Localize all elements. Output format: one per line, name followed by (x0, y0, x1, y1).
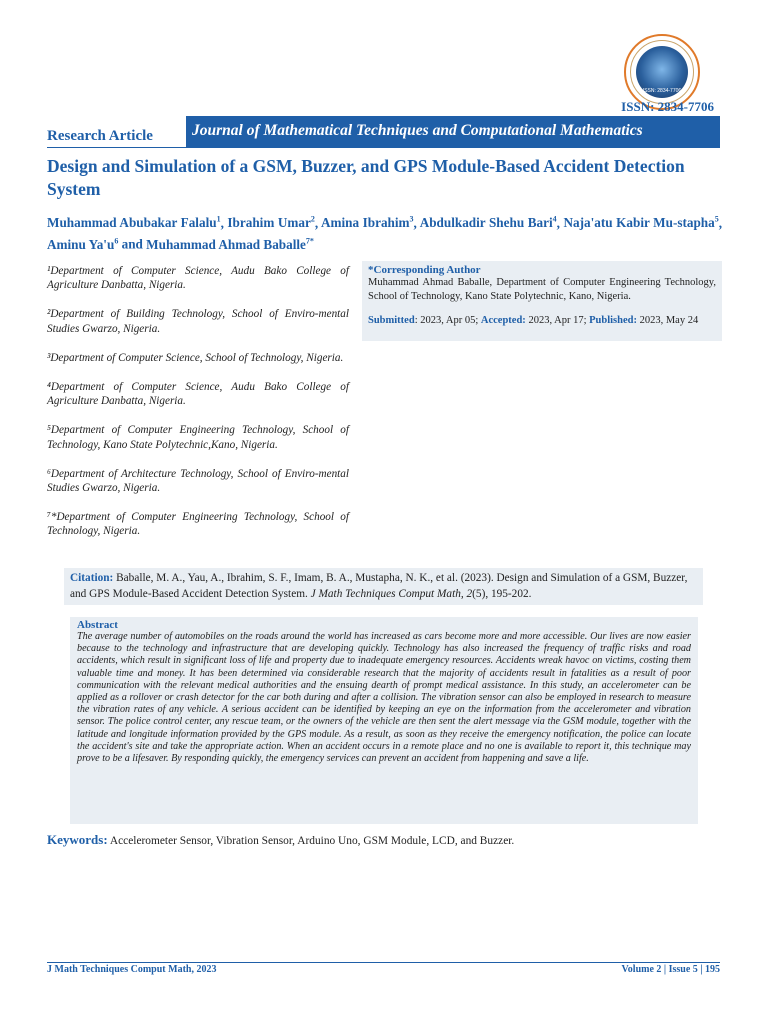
author-affiliation-mark: 5 (714, 215, 719, 224)
logo-issn: ISSN: 2834-7706 (642, 88, 682, 94)
author (47, 237, 118, 252)
citation-pages: (5), 195-202. (472, 588, 532, 600)
author-name: Muhammad Abubakar Falalu (47, 215, 217, 231)
affiliation-item: ⁶Department of Architecture Technology, School of Enviro-mental Studies Gwarzo, Nigeria. (47, 467, 349, 495)
author-affiliation-mark: 1 (216, 215, 221, 224)
published-date: 2023, May 24 (636, 315, 699, 326)
author (146, 237, 314, 252)
author (47, 215, 221, 230)
author (420, 215, 557, 230)
affiliation-item: ¹Department of Computer Science, Audu Bako College of Agriculture Danbatta, Nigeria. (47, 265, 349, 292)
header-divider (47, 147, 720, 148)
corresponding-author-text: Muhammad Ahmad Baballe, Department of Computer Engineering Technology, School of Technology, Kano State Polytechnic, Kano, Nigeria. (368, 277, 716, 302)
abstract-heading: Abstract (77, 619, 118, 631)
affiliation-item: ³Department of Computer Science, School of Technology, Nigeria. (47, 351, 344, 364)
affiliation-list (47, 264, 349, 554)
author-list: Muhammad Abubakar Falalu$^1$, Ibrahim Umar$^2$, Amina Ibrahim$^3$, Abdulkadir Shehu Bari$^4$, Naja'atu Kabir Mu-stapha$^5$, Aminu $Ya'u^6$ and Muhammad Ahmad Baballe$^{7*}$ (47, 215, 723, 252)
author-affiliation-mark: 3 (409, 215, 414, 224)
keywords-label: Keywords: (47, 832, 108, 847)
issn-number: ISSN: 2834-7706 (621, 99, 714, 114)
author-name: Amina Ibrahim (320, 215, 410, 231)
author (227, 215, 314, 230)
citation-journal: J Math Techniques Comput Math, 2 (310, 588, 473, 600)
keywords-text: Accelerometer Sensor, Vibration Sensor, Arduino Uno, GSM Module, LCD, and Buzzer. (107, 835, 515, 847)
article-type: Research Article (47, 128, 153, 144)
author-name: Muhammad Ahmad Baballe (146, 236, 306, 252)
author-name: Naja'atu Kabir Mu-stapha (563, 215, 715, 231)
author-affiliation-mark: 4 (552, 215, 557, 224)
keywords (47, 832, 737, 848)
corresponding-author-box (362, 261, 722, 341)
citation-label: Citation: (70, 572, 114, 584)
paper-title: Design and Simulation of a GSM, Buzzer, and GPS Module-Based Accident Detection System (47, 156, 685, 199)
footer-divider (47, 962, 720, 963)
corresponding-author-label: *Corresponding Author (368, 264, 481, 276)
citation-box (64, 568, 703, 605)
footer-volume-issue-page: Volume 2 | Issue 5 | 195 (621, 964, 720, 975)
submitted-label: Submitted (368, 315, 415, 326)
accepted-date: 2023, Apr 17 (525, 315, 584, 326)
citation-text: Baballe, M. A., Yau, A., Ibrahim, S. F., Imam, B. A., Mustapha, N. K., et al. (2023). Design and Simulation of a GSM, Buzzer, and GPS Module-Based Accident Detection System. (70, 572, 688, 600)
submitted-date: : 2023, Apr 05 (414, 315, 476, 326)
author-affiliation-mark: 2 (310, 215, 315, 224)
journal-name-banner: Journal of Mathematical Techniques and Computational Mathematics (186, 116, 720, 148)
affiliation-item: ⁷*Department of Computer Engineering Technology, School of Technology, Nigeria. (47, 511, 349, 538)
author-name: Abdulkadir Shehu Bari (419, 215, 553, 231)
affiliation-item: ⁵Department of Computer Engineering Technology, School of Technology, Kano State Polytechnic,Kano, Nigeria. (47, 424, 349, 451)
author-name: Ibrahim Umar (227, 215, 311, 231)
abstract-body: The average number of automobiles on the roads around the world has increased as cars become more and more accessible. Our lives are now easier because to the technology and infrastructure that are developing quickly. Technology has also increased the frequency of traffic risks and road accidents, which result in significant loss of life and property due to inadequate emergency resources. Accidents wreak havoc on victims, costing them valuable time and money. It has been determined via considerable research that the majority of accidents result in fatalities as a result of poor communication with the relevant medical authorities and the ensuing dearth of prompt medical assistance. In this study, an accelerometer can be applied as a rollover or crash detector for the car both during and after a collision. The vibration sensor can also be employed in research to measure the vibration rates of any vehicle. A serious accident can be identified by keeping an eye on the information from the accelerometer and vibration sensor. The police control center, any rescue team, or the owners of the vehicle are then sent the alert message via the GSM module, together with the latitude and longitude information provided by the GPS module. As a result, as soon as they receive the emergency notification, the police can locate the accident's site and take the appropriate action. When an accident occurs in a remote place and no one is available to report it, this technique may prove to be a lifesaver. By responding quickly, the emergency services can prevent an accident from happening and save a life. (77, 631, 691, 765)
author (321, 215, 414, 230)
author-affiliation-mark: 6 (114, 236, 119, 246)
author-name: Aminu Ya'u (47, 236, 115, 252)
affiliation-item: ²Department of Building Technology, School of Enviro-mental Studies Gwarzo, Nigeria. (47, 308, 349, 335)
footer-journal: J Math Techniques Comput Math, 2023 (47, 964, 217, 975)
abstract-box (70, 617, 698, 824)
affiliation-item: ⁴Department of Computer Science, Audu Bako College of Agriculture Danbatta, Nigeria. (47, 381, 349, 408)
publication-dates: Submitted: 2023, Apr 05; Accepted: 2023, Apr 17; Published: 2023, May 24 (368, 315, 699, 326)
author-affiliation-mark: 7* (305, 236, 314, 246)
author (564, 215, 719, 230)
published-label: Published: (589, 315, 637, 326)
accepted-label: Accepted: (480, 315, 526, 326)
